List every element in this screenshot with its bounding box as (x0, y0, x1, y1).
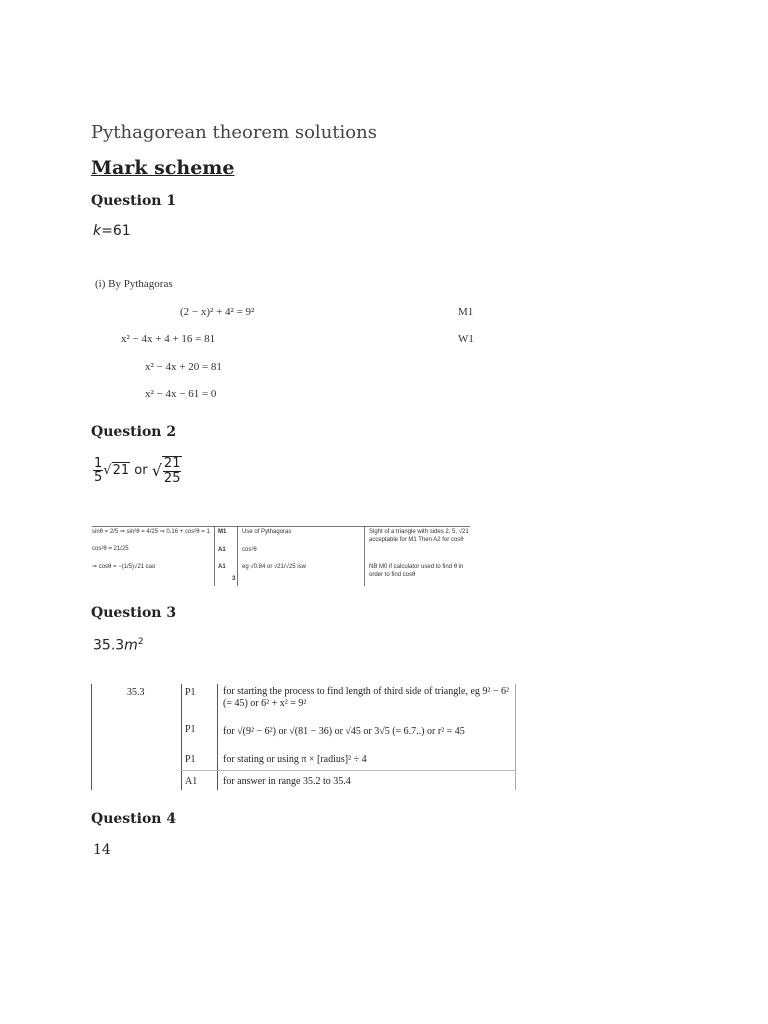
q2-ms-work-3: ⇒ cosθ = −(1/5)√21 cao (92, 564, 156, 570)
q2-ms-work-2: cos²θ = 21/25 (92, 546, 129, 552)
answer-variable: k (93, 223, 102, 239)
q2-mark-scheme-table (92, 526, 470, 586)
answer-unit: m (124, 637, 138, 654)
q2-ms-note-2: cos²θ (242, 547, 257, 553)
q3-ms-text-3: for stating or using π × [radius]² ÷ 4 (223, 754, 367, 765)
q1-mark-w1: W1 (458, 333, 474, 345)
answer-exponent: 2 (137, 637, 144, 647)
q1-ms-header: (i) By Pythagoras (95, 278, 173, 290)
answer-fraction: $\frac{1}{5}$ (94, 455, 103, 486)
q1-ms-line-3: x² − 4x + 20 = 81 (145, 361, 222, 373)
document-title: Pythagorean theorem solutions (91, 122, 377, 143)
q1-ms-line-1: (2 − x)² + 4² = 9² (180, 306, 255, 318)
q1-mark-scheme (95, 276, 495, 406)
question-4-answer: 14 (93, 842, 111, 858)
question-3-answer (93, 637, 144, 654)
answer-root: 21 (112, 463, 130, 479)
q1-mark-m1: M1 (458, 306, 474, 318)
q1-ms-line-4: x² − 4x − 61 = 0 (145, 388, 217, 400)
question-1-label: Question 1 (91, 193, 177, 209)
q3-ms-mark-4: A1 (185, 776, 198, 787)
q1-ms-line-2: x² − 4x + 4 + 16 = 81 (121, 333, 216, 345)
q3-ms-mark-3: P1 (185, 754, 196, 765)
question-3-label: Question 3 (91, 605, 177, 621)
q3-mark-scheme-table (91, 684, 517, 792)
q2-ms-mark-2: A1 (218, 547, 226, 553)
answer-value: =61 (101, 223, 131, 239)
q3-ms-value: 35.3 (127, 687, 145, 698)
answer-root-fraction: $\frac{21}{25}$ (163, 456, 181, 486)
q2-ms-total: 3 (232, 576, 236, 582)
question-2-answer: $\frac{1}{5}$ √21 or √ $\frac{21}{25}$ (94, 455, 181, 486)
q3-ms-text-4: for answer in range 35.2 to 35.4 (223, 776, 351, 787)
q2-ms-mark-1: M1 (218, 529, 227, 535)
q2-ms-comment-2: NB M0 if calculator used to find θ in order to find cosθ (369, 564, 464, 578)
q3-ms-mark-1: P1 (185, 687, 196, 698)
q2-ms-comment-1: Sight of a triangle with sides 2, 5, √21 acceptable for M1 Then A2 for cosθ (369, 529, 469, 543)
question-2-label: Question 2 (91, 424, 177, 440)
mark-scheme-heading: Mark scheme (91, 157, 235, 179)
q2-ms-note-1: Use of Pythagoras (242, 529, 292, 535)
q3-ms-text-1: for starting the process to find length of third side of triangle, eg 9² − 6² (= 45) or 6² + x² = 9² (223, 686, 510, 709)
question-1-answer (93, 223, 131, 239)
answer-or: or (134, 463, 148, 479)
q3-ms-mark-2: P1 (185, 724, 196, 735)
q3-ms-text-2: for √(9² − 6²) or √(81 − 36) or √45 or 3√5 (= 6.7..) or r² = 45 (223, 726, 465, 737)
q2-ms-note-3: eg √0.84 or √21/√25 isw (242, 564, 306, 570)
question-4-label: Question 4 (91, 811, 177, 827)
q2-ms-mark-3: A1 (218, 564, 226, 570)
q2-ms-work-1: sinθ = 2/5 ⇒ sin²θ = 4/25 ⇒ 0.16 + cos²θ = 1 (92, 529, 210, 535)
answer-value: 35.3 (93, 637, 125, 654)
